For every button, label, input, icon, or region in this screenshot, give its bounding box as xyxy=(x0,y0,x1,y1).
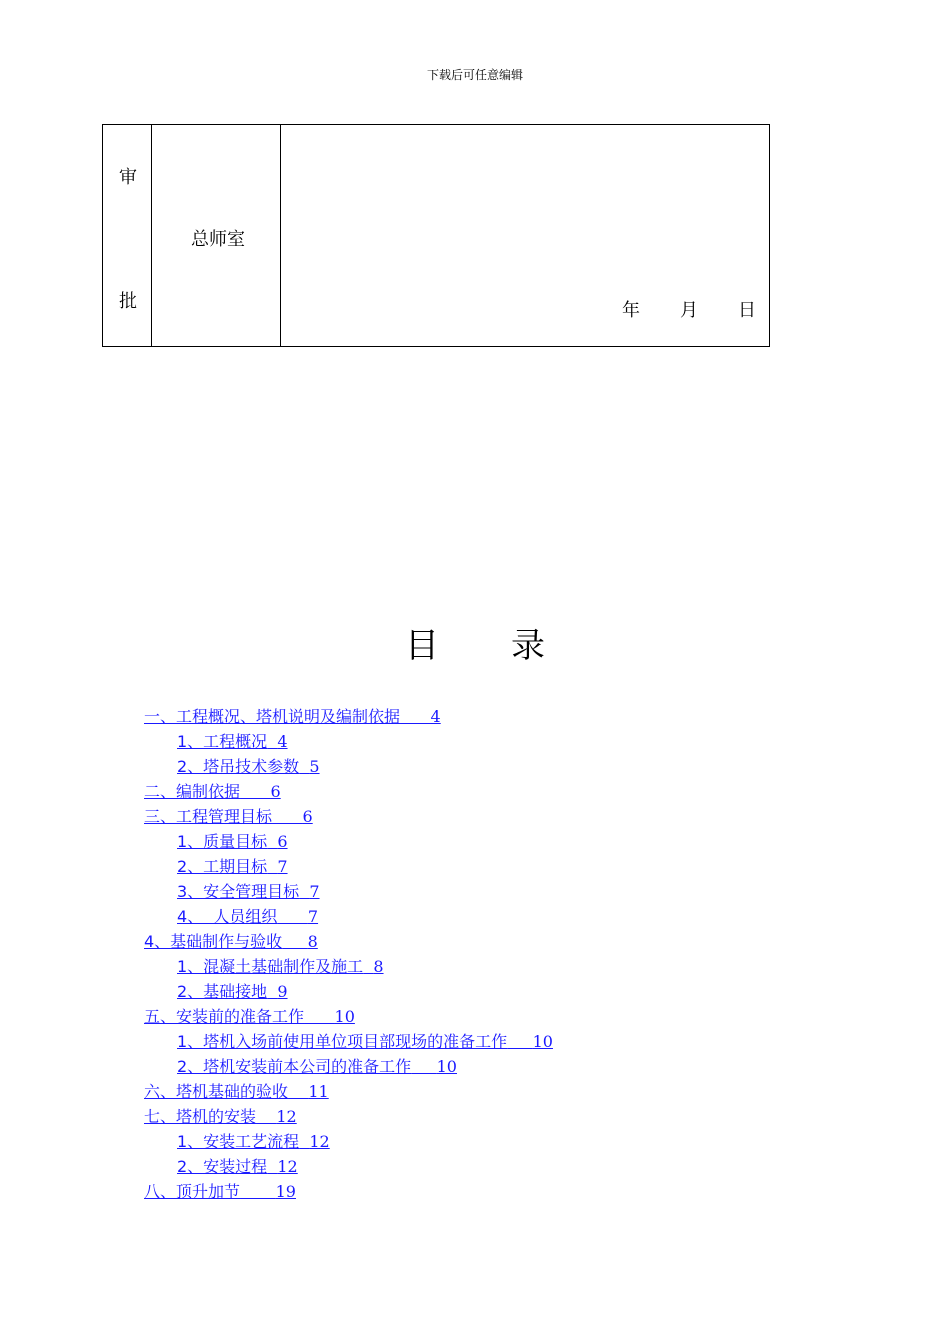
toc-title-char: 目 xyxy=(405,626,439,666)
toc-page-number: 10 xyxy=(532,1032,553,1051)
toc-entry[interactable]: 三、工程管理目标 6 xyxy=(144,807,313,826)
column-divider xyxy=(280,125,281,346)
department-label: 总师室 xyxy=(191,229,245,250)
toc-entry[interactable]: 1、工程概况 4 xyxy=(177,732,288,751)
toc-entry[interactable]: 1、塔机入场前使用单位项目部现场的准备工作 10 xyxy=(177,1032,553,1051)
toc-entry[interactable]: 2、塔机安装前本公司的准备工作 10 xyxy=(177,1057,457,1076)
toc-page-number: 6 xyxy=(302,807,313,826)
toc-page-number: 12 xyxy=(277,1157,298,1176)
toc-page-number: 6 xyxy=(270,782,281,801)
toc-page-number: 7 xyxy=(307,907,319,926)
toc-page-number: 7 xyxy=(309,882,320,901)
toc-page-number: 19 xyxy=(275,1182,296,1201)
toc-page-number: 10 xyxy=(436,1057,457,1076)
toc-entry[interactable]: 2、塔吊技术参数 5 xyxy=(177,757,320,776)
header-note: 下载后可任意编辑 xyxy=(426,68,523,82)
toc-page-number: 12 xyxy=(309,1132,330,1151)
toc-entry[interactable]: 1、安装工艺流程 12 xyxy=(177,1132,330,1151)
toc-title xyxy=(0,618,950,667)
toc-page-number: 4 xyxy=(430,707,441,726)
approval-label-top: 审 xyxy=(119,167,137,188)
toc-entry[interactable]: 3、安全管理目标 7 xyxy=(177,882,320,901)
toc-page-number: 4 xyxy=(277,732,288,751)
toc-entry[interactable]: 1、混凝土基础制作及施工 8 xyxy=(177,957,384,976)
toc-title-char: 录 xyxy=(511,626,545,666)
toc-entry[interactable]: 五、安装前的准备工作 10 xyxy=(144,1007,355,1026)
toc-page-number: 7 xyxy=(277,857,288,876)
approval-table xyxy=(102,124,770,347)
toc-page-number: 6 xyxy=(277,832,288,851)
toc-entry[interactable]: 六、塔机基础的验收 11 xyxy=(144,1082,329,1101)
toc-page-number: 8 xyxy=(307,932,318,951)
toc-page-number: 11 xyxy=(308,1082,329,1101)
toc-entry[interactable]: 二、编制依据 6 xyxy=(144,782,281,801)
date-year-label: 年 xyxy=(622,300,640,321)
approval-label-bottom: 批 xyxy=(119,291,137,312)
toc-page-number: 10 xyxy=(334,1007,355,1026)
column-divider xyxy=(151,125,152,346)
toc-page-number: 5 xyxy=(309,757,320,776)
date-day-label: 日 xyxy=(738,300,756,321)
date-month-label: 月 xyxy=(680,300,698,321)
toc-page-number: 8 xyxy=(373,957,384,976)
toc-entry[interactable]: 1、质量目标 6 xyxy=(177,832,288,851)
toc-entry[interactable]: 七、塔机的安装 12 xyxy=(144,1107,297,1126)
toc-entry[interactable]: 4、 人员组织 7 xyxy=(177,907,319,926)
toc-entry[interactable]: 八、顶升加节 19 xyxy=(144,1182,296,1201)
toc-page-number: 12 xyxy=(276,1107,297,1126)
toc-entry[interactable]: 2、安装过程 12 xyxy=(177,1157,298,1176)
toc-entry[interactable]: 一、工程概况、塔机说明及编制依据 4 xyxy=(144,707,441,726)
toc-entry[interactable]: 4、基础制作与验收 8 xyxy=(144,932,318,951)
toc-page-number: 9 xyxy=(277,982,288,1001)
toc-entry[interactable]: 2、工期目标 7 xyxy=(177,857,288,876)
toc-entry[interactable]: 2、基础接地 9 xyxy=(177,982,288,1001)
